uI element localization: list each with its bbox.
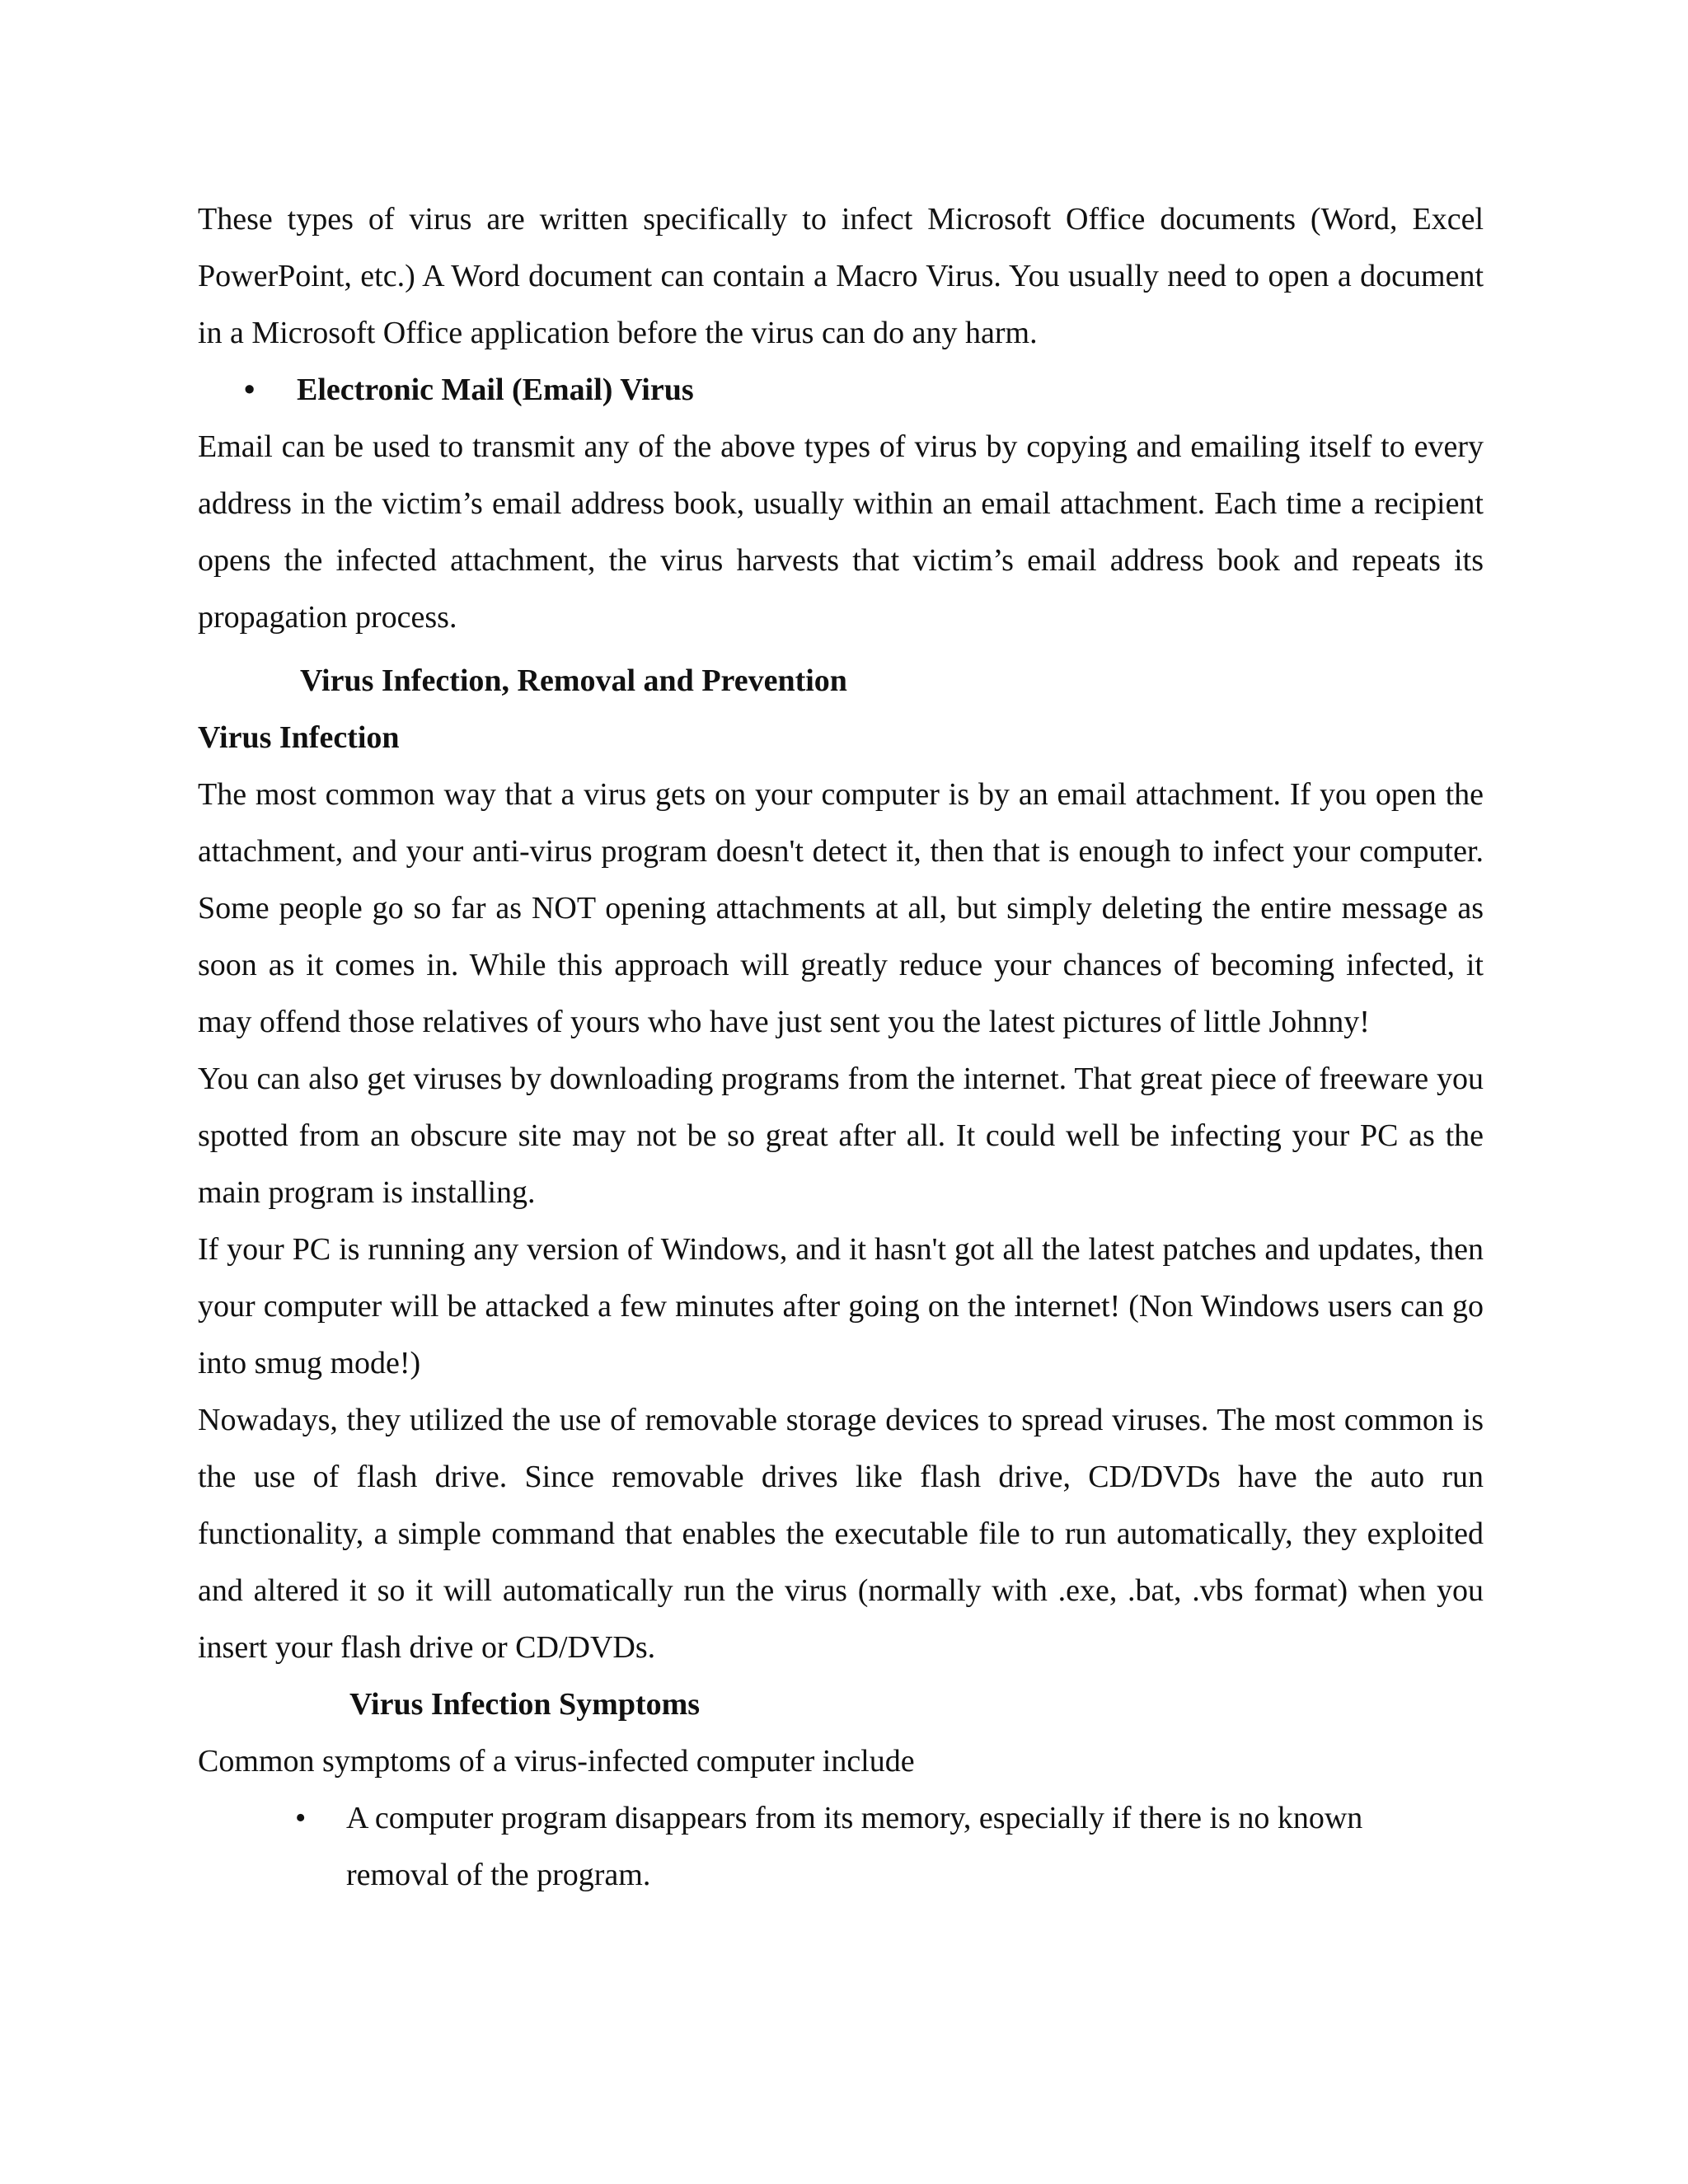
infection-paragraph-2: You can also get viruses by downloading programs from the internet. That great piece of freeware you spotted from an obscure site may not be so great after all. It could well be infecting your PC as the main program is installing. bbox=[198, 1062, 1484, 1210]
email-virus-heading-text: Electronic Mail (Email) Virus bbox=[297, 373, 694, 407]
section-heading: Virus Infection, Removal and Prevention bbox=[300, 663, 847, 698]
email-virus-heading bbox=[198, 362, 1484, 419]
virus-infection-heading: Virus Infection bbox=[198, 720, 400, 755]
document-page bbox=[198, 191, 1484, 1904]
symptom-list-item bbox=[198, 1790, 1484, 1904]
bullet-icon: • bbox=[295, 1801, 307, 1835]
infection-paragraph-4: Nowadays, they utilized the use of removable storage devices to spread viruses. The most common is the use of flash drive. Since removable drives like flash drive, CD/DVDs have the auto run functionality, a simple command that enables the executable file to run automatically, they exploited and altered it so it will automatically run the virus (normally with .exe, .bat, .vbs format) when you insert your flash drive or CD/DVDs. bbox=[198, 1403, 1484, 1665]
bullet-icon: • bbox=[244, 373, 256, 407]
macro-virus-paragraph: These types of virus are written specifically to infect Microsoft Office documents (Word, Excel PowerPoint, etc.) A Word document can contain a Macro Virus. You usually need to open a document in a Microsoft Office application before the virus can do any harm. bbox=[198, 202, 1484, 350]
infection-paragraph-3: If your PC is running any version of Windows, and it hasn't got all the latest patches and updates, then your computer will be attacked a few minutes after going on the internet! (Non Windows users can go into smug mode!) bbox=[198, 1232, 1484, 1380]
symptom-text: A computer program disappears from its memory, especially if there is no known removal of the program. bbox=[346, 1801, 1363, 1892]
email-virus-paragraph: Email can be used to transmit any of the above types of virus by copying and emailing itself to every address in the victim’s email address book, usually within an email attachment. Each time a recipient opens the infected attachment, the virus harvests that victim’s email address book and repeats its propagation process. bbox=[198, 429, 1484, 635]
infection-paragraph-1: The most common way that a virus gets on your computer is by an email attachment. If you open the attachment, and your anti-virus program doesn't detect it, then that is enough to infect your computer. Some people go so far as NOT opening attachments at all, but simply deleting the entire message as soon as it comes in. While this approach will greatly reduce your chances of becoming infected, it may offend those relatives of yours who have just sent you the latest pictures of little Johnny! bbox=[198, 777, 1484, 1039]
symptoms-intro: Common symptoms of a virus-infected computer include bbox=[198, 1744, 915, 1779]
symptoms-heading: Virus Infection Symptoms bbox=[349, 1687, 701, 1722]
